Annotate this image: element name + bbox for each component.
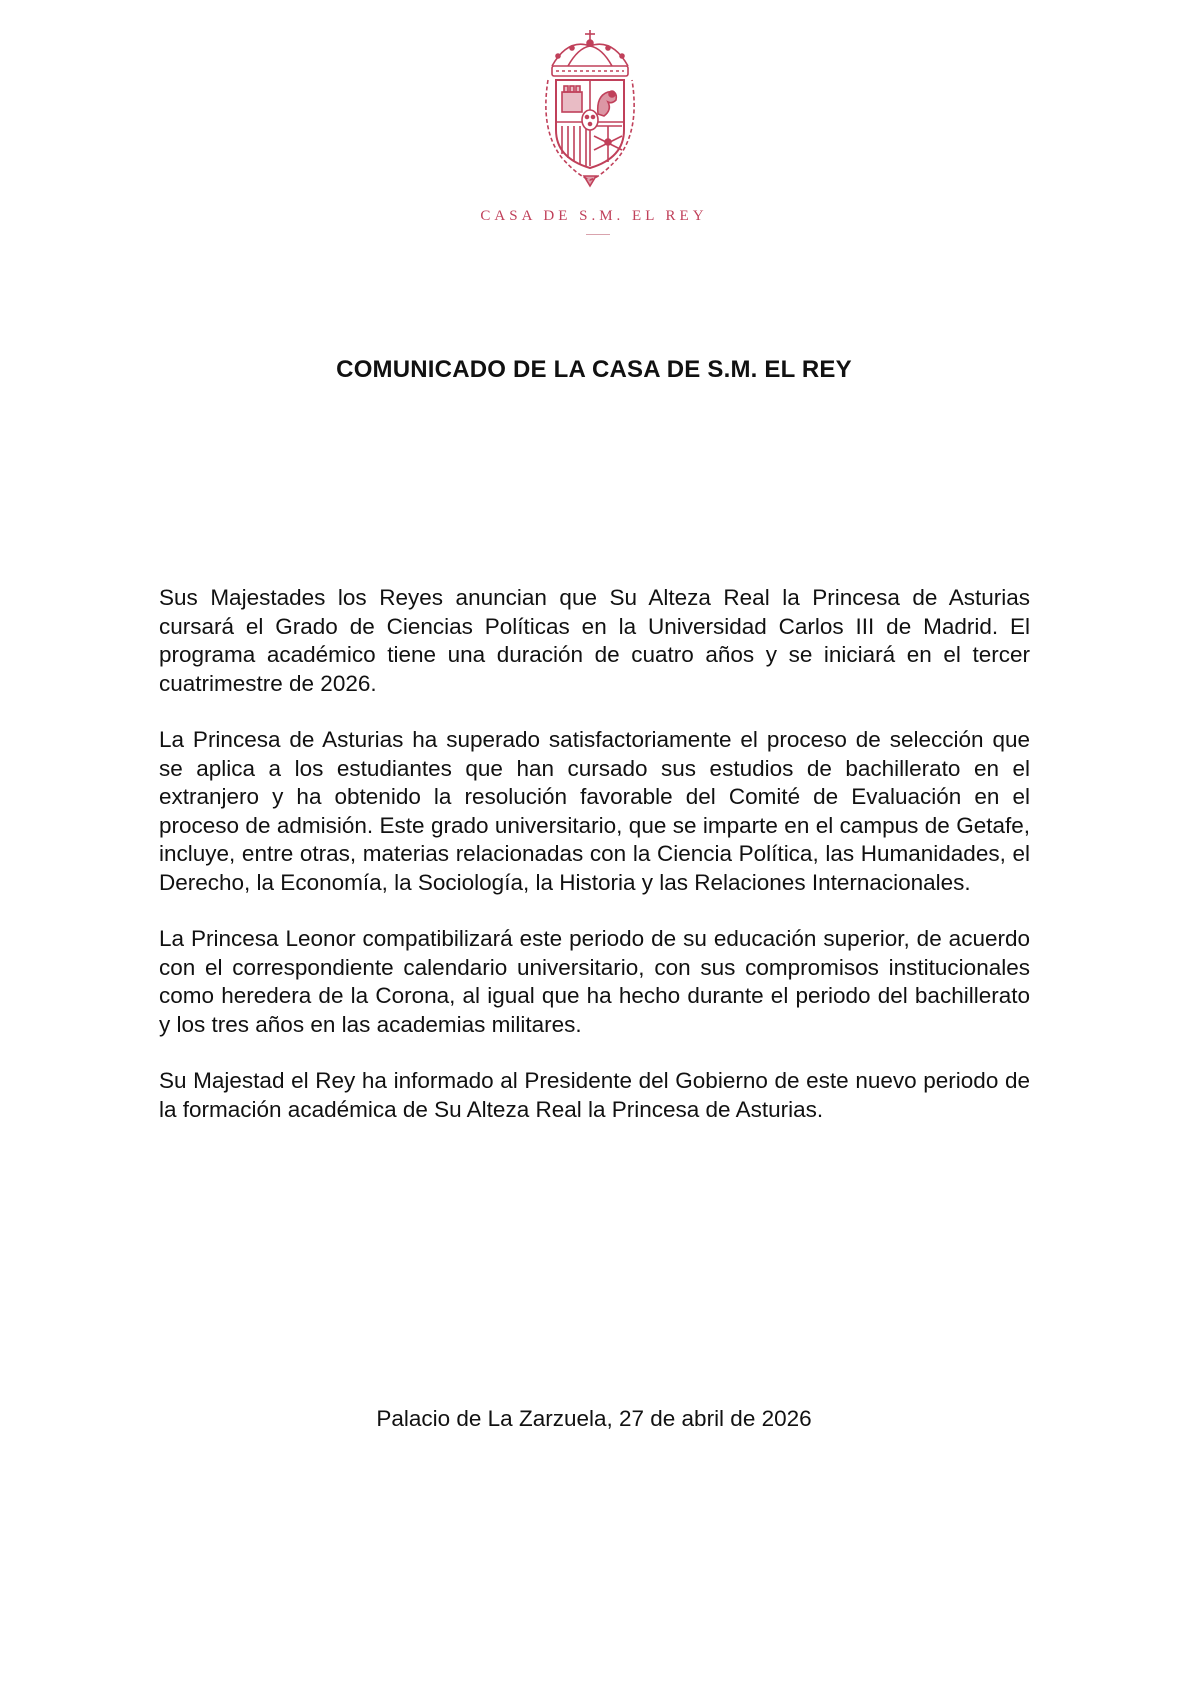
letterhead-divider [586,234,610,235]
document-title: COMUNICADO DE LA CASA DE S.M. EL REY [336,356,852,383]
place-and-date: Palacio de La Zarzuela, 27 de abril de 2026 [376,1406,812,1431]
paragraph-4: Su Majestad el Rey ha informado al Presidente del Gobierno de este nuevo periodo de la formación académica de Su Alteza Real la Princesa de Asturias. [159,1068,1030,1122]
paragraph-1: Sus Majestades los Reyes anuncian que Su Alteza Real la Princesa de Asturias cursará el Grado de Ciencias Políticas en la Universidad Carlos III de Madrid. El programa académico tiene una duración de cuatro años y se iniciará en el tercer cuatrimestre de 2026. [159,585,1030,696]
institution-name: CASA DE S.M. EL REY [480,208,708,224]
document-body [159,584,1030,1152]
royal-coat-of-arms-icon [538,30,642,190]
paragraph-3: La Princesa Leonor compatibilizará este periodo de su educación superior, de acuerdo con el correspondiente calendario universitario, con sus compromisos institucionales como heredera de la Corona, al igual que ha hecho durante el periodo del bachillerato y los tres años en las academias militares. [159,926,1030,1037]
paragraph-2: La Princesa de Asturias ha superado satisfactoriamente el proceso de selección que se aplica a los estudiantes que han cursado sus estudios de bachillerato en el extranjero y ha obtenido la resolución favorable del Comité de Evaluación en el proceso de admisión. Este grado universitario, que se imparte en el campus de Getafe, incluye, entre otras, materias relacionadas con la Ciencia Política, las Humanidades, el Derecho, la Economía, la Sociología, la Historia y las Relaciones Internacionales. [159,727,1030,895]
